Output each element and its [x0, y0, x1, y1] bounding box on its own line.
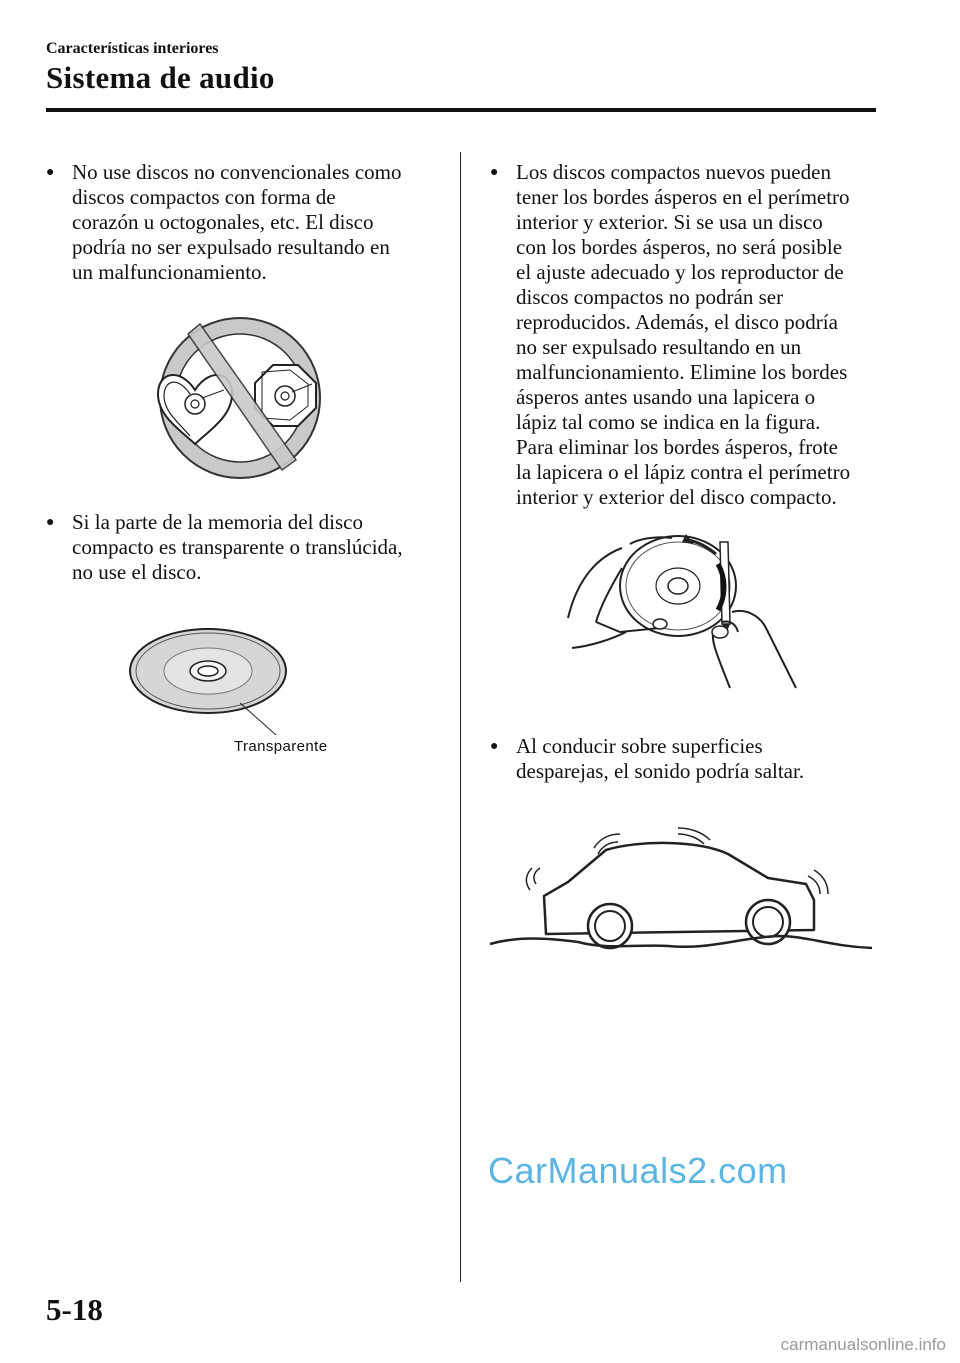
bullet-dot-icon: ● [46, 165, 55, 180]
section-label: Características interiores [46, 40, 219, 57]
page-title: Sistema de audio [46, 60, 275, 95]
bullet-irregular-discs [46, 160, 456, 285]
prohibited-discs-figure [150, 312, 330, 484]
title-rule [46, 108, 876, 112]
bullet-text: Al conducir sobre superficies desparejas, el sonido podría saltar. [516, 734, 805, 783]
footer-watermark: carmanualsonline.info [780, 1335, 946, 1354]
bullet-dot-icon: ● [46, 515, 55, 530]
column-divider [460, 152, 461, 1282]
bullet-text: Los discos compactos nuevos pueden tener los bordes ásperos en el perímetro interior y exterior. Si se usa un disco con los bordes ásperos, no será posible el ajuste adecuado y los reproductor de discos compactos no podrán ser reproducidos. Además, el disco podría no ser expulsado resultando en un malfuncionamiento. Elimine los bordes ásperos antes usando una lapicera o lápiz tal como se indica en la figura. Para eliminar los bordes ásperos, frote la lapicera o el lápiz contra el perímetro interior y exterior del disco compacto. [516, 160, 851, 509]
remove-rough-edges-figure [560, 528, 810, 693]
bullet-rough-roads [490, 734, 910, 784]
car-bumpy-road-figure [488, 826, 878, 961]
bullet-text: No use discos no convencionales como discos compactos con forma de corazón u octogonales, etc. El disco podría no ser expulsado resultando en un malfuncionamiento. [72, 160, 402, 284]
bullet-dot-icon: ● [490, 165, 499, 180]
bullet-rough-edges [490, 160, 910, 510]
transparent-disc-figure [128, 625, 348, 740]
site-watermark: CarManuals2.com [488, 1150, 788, 1191]
page-number: 5-18 [46, 1292, 103, 1327]
figure-caption-transparent: Transparente [234, 738, 328, 755]
bullet-dot-icon: ● [490, 739, 499, 754]
bullet-transparent-disc [46, 510, 456, 585]
bullet-text: Si la parte de la memoria del disco compacto es transparente o translúcida, no use el disco. [72, 510, 403, 584]
